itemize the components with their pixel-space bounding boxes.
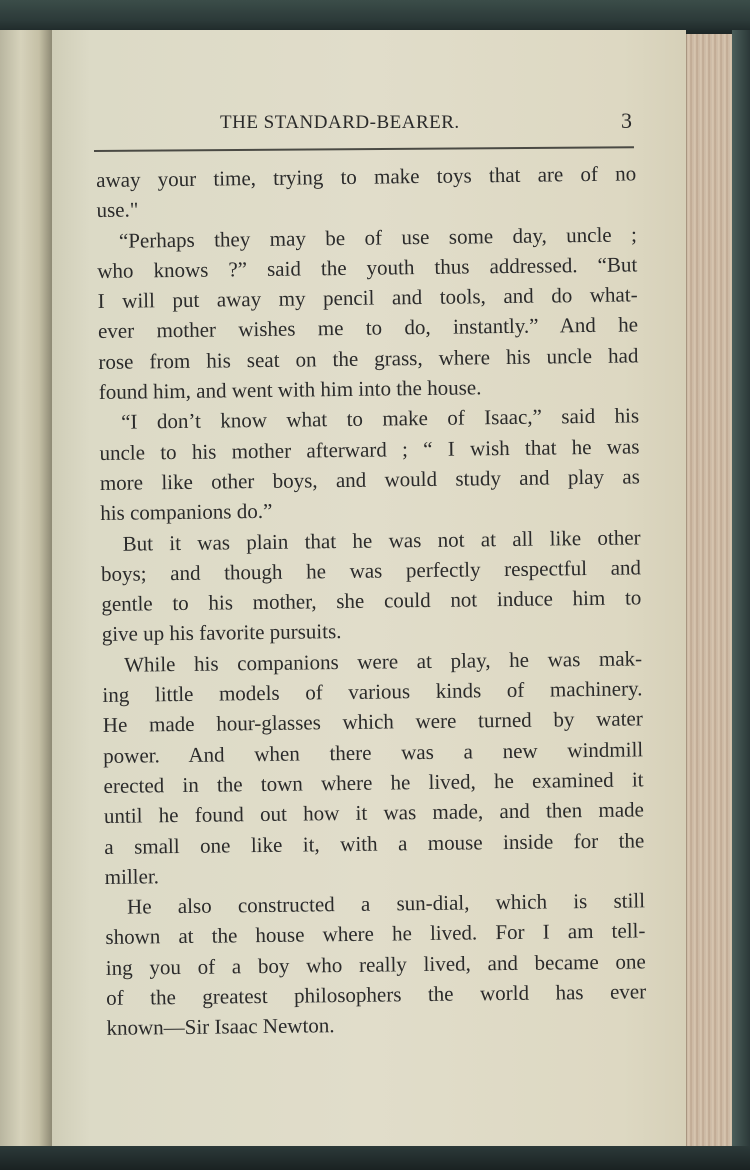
- text-line: more like other boys, and would study and play as: [99, 464, 640, 495]
- text-line: He made hour-glasses which were turned by water: [102, 706, 643, 738]
- text-line: miller.: [104, 864, 160, 889]
- text-line: of the greatest philosophers the world has ever: [106, 979, 647, 1010]
- text-line: “I don’t know what to make of Isaac,” said his: [120, 403, 640, 435]
- text-line: I will put away my pencil and tools, and do what-: [97, 282, 638, 314]
- text-line: But it was plain that he was not at all like other: [122, 524, 641, 556]
- text-line: until he found out how it was made, and then made: [103, 797, 645, 829]
- text-line: ever mother wishes me to do, instantly.” And he: [97, 312, 639, 344]
- cover-top-edge: [0, 0, 750, 34]
- text-line: ing you of a boy who really lived, and became one: [105, 949, 646, 980]
- cover-right-edge: [732, 30, 750, 1148]
- page-header: [96, 108, 636, 138]
- text-line: found him, and went with him into the house.: [98, 375, 482, 405]
- text-line: a small one like it, with a mouse inside for the: [104, 827, 645, 859]
- text-line: ing little models of various kinds of machinery.: [102, 676, 643, 708]
- text-line: boys; and though he was perfectly respectful and: [100, 555, 642, 586]
- running-title: THE STANDARD-BEARER.: [220, 112, 460, 133]
- page-edges: [686, 34, 733, 1146]
- text-line: gentle to his mother, she could not induce him to: [101, 585, 642, 617]
- text-line: uncle to his mother afterward ; “ I wish that he was: [99, 434, 640, 465]
- text-line: While his companions were at play, he was mak-: [123, 646, 643, 677]
- body-text: [96, 158, 647, 1043]
- text-line: erected in the town where he lived, he examined it: [103, 767, 644, 798]
- text-line: shown at the house where he lived. For I am tell-: [105, 918, 646, 950]
- cover-bottom-edge: [0, 1146, 750, 1170]
- text-line: use.": [96, 197, 139, 223]
- text-line: known—Sir Isaac Newton.: [106, 1013, 335, 1041]
- text-line: who knows ?” said the youth thus addressed. “But: [97, 252, 638, 283]
- text-line: rose from his seat on the grass, where his uncle had: [98, 343, 639, 374]
- text-line: his companions do.”: [100, 499, 273, 526]
- text-line: power. And when there was a new windmill: [103, 737, 644, 768]
- left-page-gutter: [0, 30, 53, 1148]
- text-line: away your time, trying to make toys that are of no: [96, 161, 637, 192]
- text-line: give up his favorite pursuits.: [101, 619, 342, 647]
- text-line: “Perhaps they may be of use some day, uncle ;: [118, 221, 638, 253]
- text-line: He also constructed a sun-dial, which is still: [126, 888, 646, 919]
- page-number: 3: [621, 108, 632, 133]
